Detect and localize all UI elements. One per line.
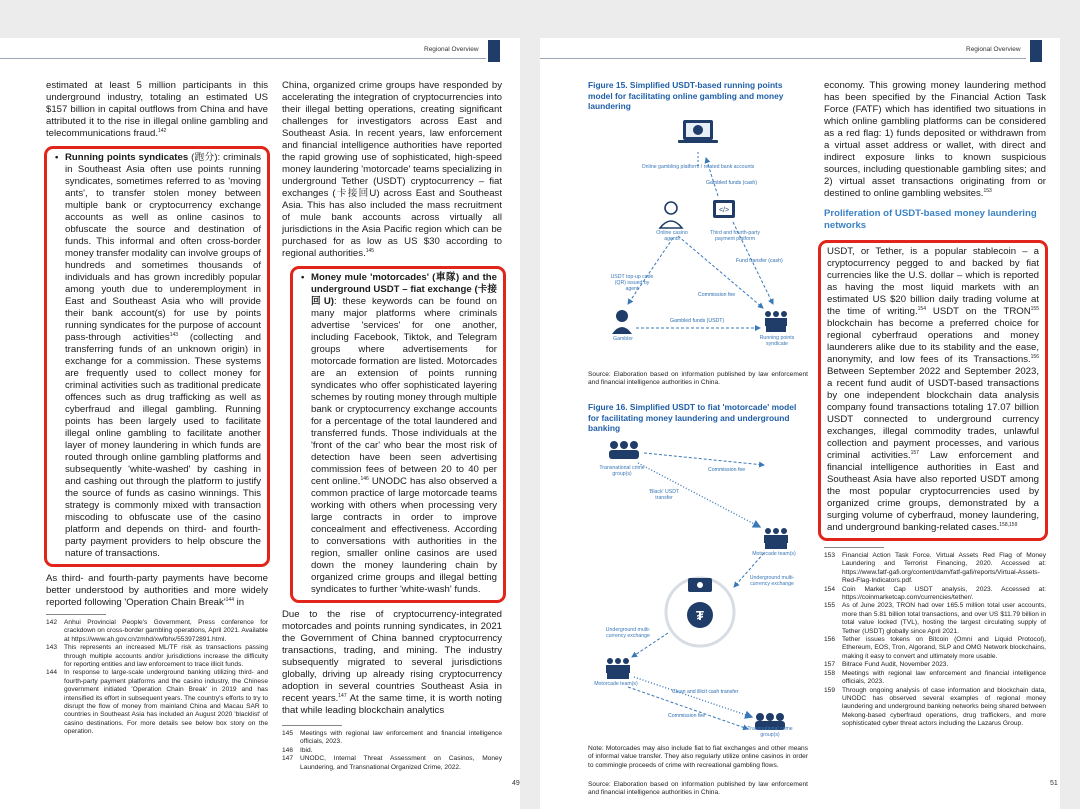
footnote-number: 159 [824, 686, 836, 694]
syndicate-icon [765, 311, 787, 332]
col2-top-paragraph: China, organized crime groups have responded by accelerating the integration of cryptocurrencies into their illegal betting operations, creating significant challenges for investigators across East and Southeast Asia. In recent years, law enforcement and financial intelligence authorities have reported the rapid growing use of sophisticated, high-speed money laundering 'motorcade' teams specializing in underground Tether (USDT) cryptocurrency – fiat exchanges (卡接回U) across East and Southeast Asia. This has also included the mass recruitment of mule bank accounts across virtually all jurisdictions in the Asia Pacific region which can be purchased for as low as US $30 according to regional authorities.$^{145}$ [282, 80, 502, 259]
right-column-2 [824, 80, 1046, 729]
footnote [824, 552, 1046, 586]
box-title: Money mule 'motorcades' (車隊) and the underground USDT – fiat exchange (卡接回U) [311, 272, 497, 307]
diagram-label: Underground multi-currency exchange [605, 627, 651, 640]
figure-16-title: Figure 16. Simplified USDT to fiat 'motorcade' model for facilitating money laundering and underground banking [588, 402, 797, 433]
after-box-paragraph: As third- and fourth-party payments have become better understood by authorities and more widely reported following 'Operation Chain $Break'^{144}$ in [46, 573, 268, 608]
footnote-number: 144 [46, 669, 58, 677]
tether-icon [666, 578, 734, 646]
footnote [824, 687, 1046, 729]
footnote [282, 730, 502, 747]
section-heading: Proliferation of USDT-based money laundering networks [824, 208, 1037, 231]
diagram-label: Transnational crime group(s) [599, 465, 645, 478]
footnote-text: In response to large-scale underground banking utilizing third- and fourth-party payment platforms and the casino industry, the Chinese government initiated 'Operation Chain Break' in 2019 and has intensified its effort in subsequent years. The country's efforts to try to disrupt the flow of money from mainland China and Macau SAR to countries in Southeast Asia has included an August 2020 'blacklist' of casino destinations. For more details see below box story on the operation. [64, 669, 268, 736]
col2-top-paragraph: economy. This growing money laundering method has been specified by the Financial Action Task Force (FATF) which has identified two situations in which online gambling platforms can be considered as a red flag: 1) funds deposited or withdrawn from a virtual asset address or wallet, with direct and indirect exposure links to known suspicious sources, including questionable gambling sites; and 2) virtual asset transactions originating from or destined to online gambling websites.$^{153}$ [824, 80, 1046, 199]
header-rule [540, 58, 1026, 59]
diagram-label: 'Black' USDT transfer [648, 489, 680, 502]
footnote-number: 155 [824, 602, 836, 610]
header-bar [488, 40, 500, 62]
footnote-number: 147 [282, 755, 294, 763]
footnote [46, 669, 268, 736]
footnote-number: 145 [282, 730, 294, 737]
figure-16-source: Source: Elaboration based on information published by law enforcement and financial intelligence authorities in China. [588, 781, 808, 797]
footnotes-col2 [282, 725, 502, 772]
motorcade-team-icon [606, 658, 630, 679]
running-points-box: • Running points syndicates (跑分): criminals in Southeast Asia often use points running syndicates, sometimes referred to as 'moving ants', to transfer stolen money between multiple bank or cryptocurrency exchange accounts as well as online casinos to obfuscate the source and destination of funds. This informal and often cross-border money transfer modality can involve groups of hundreds and sometimes thousands of individuals and has grown incredibly popular among youth due to underemployment in East and Southeast Asia who will provide their bank account(s) for use by points running syndicates for the purpose of account pass-through activities$^{143}$ (collecting and transferring funds of an unknown origin) in exchange for a commission. These systems are frequently used to collect money for criminal activities such as traditional predicate offences such as drug trafficking as well as cyberfraud and illegal gambling. Running points has been largely used to facilitate illegal online gambling to facilitate another layer of money laundering in which funds are routed through online gambling platforms and subsequently 'white-washed' by cashing in and cashing out through the platform to justify the source of funds as casino winnings. This strategy is commonly mixed with transaction miscoding to obfuscate use of the casino platform and depends on third- and fourth-party payment providers to help obscure the nature of transactions. [44, 146, 270, 567]
arrow [644, 453, 764, 465]
footnote-text: As of June 2023, TRON had over 165.5 million total user accounts, more than 5.81 billion total transactions, and over US $11.79 billion in total value locked (TVL), hosting the largest circulating supply of Tether (USDT) globally since April 2021. [842, 602, 1046, 635]
left-page [0, 38, 520, 809]
figure-15-diagram [588, 108, 808, 368]
box-title: Running points syndicates [65, 152, 189, 163]
page-header-title: Regional Overview [966, 46, 1021, 53]
gambler-icon [612, 310, 632, 334]
diagram-label: Motorcade team(s) [594, 681, 638, 687]
diagram-label: Commission fee [668, 713, 706, 719]
diagram-label: Commission fee [698, 292, 736, 298]
right-page [540, 38, 1060, 809]
diagram-label: Gambled funds (USDT) [670, 318, 725, 324]
laptop-icon [678, 120, 718, 143]
footnote-text: Meetings with regional law enforcement and financial intelligence officials, 2023. [842, 669, 1046, 686]
footnote [824, 661, 1046, 669]
col2-after-paragraph: Due to the rise of cryptocurrency-integrated motorcades and points running syndicates, in 2021 the Government of China banned cryptocurrency transactions, trading, and mining. The industry subsequently migrated to several jurisdictions globally, driving up already rising cryptocurrency adoption in several countries Southeast Asia in recent years.$^{147}$ At the same time, it is worth noting that while leading blockchain analytics [282, 609, 502, 716]
footnote-number: 157 [824, 661, 836, 669]
arrow [634, 677, 752, 717]
figure-15-svg [588, 108, 808, 368]
diagram-label: Underground multi-currency exchange [749, 575, 795, 588]
page-header-title: Regional Overview [424, 46, 479, 53]
diagram-label: Motorcade team(s) [752, 551, 796, 557]
footnote-text: Financial Action Task Force. Virtual Assets Red Flag of Money Laundering and Terrorist Financing, 2020. Accessed at: https://www.fatf-gafi.org/content/dam/fatf-gafi/reports/Virtual-Assets-Red-Flag-Indicators.pdf. [842, 552, 1046, 585]
usdt-box: USDT, or Tether, is a popular stablecoin – a cryptocurrency pegged to and backed by fiat currencies like the U.S. dollar – which is reported as having the most liquid markets with an estimated US $20 billion daily trading volume at the time of writing.$^{154}$ USDT on the TRON$^{155}$ blockchain has become a preferred choice for regional cyberfraud operations and money launderers alike due to its stability and the ease, anonymity, and low fees of its Transactions.$^{156}$ Between September 2022 and September 2023, a recent fund audit of USDT-based transactions by one independent blockchain data analysis company found transactions totaling 17.07 billion USDT connected to underground currency exchanges, illegal commodity trades, unlawful collection and payment processes, and various criminal activities.$^{157}$ Law enforcement and financial intelligence authorities in East and Southeast Asia have also reported USDT among the most popular cryptocurrencies used by organized crime groups, demonstrated by a surging volume of cyberfraud, money laundering, and underground banking-related cases.$^{158,159}$ [818, 240, 1048, 541]
footnote-text: Coin Market Cap USDT analysis, 2023. Accessed at: https://coinmarketcap.com/currencies/tether/. [842, 585, 1046, 602]
footnote [282, 747, 502, 755]
footnotes-right [824, 547, 1046, 729]
agent-icon [660, 202, 682, 228]
page-number: 51 [1050, 780, 1058, 787]
footnote [824, 586, 1046, 603]
footnote [824, 602, 1046, 636]
diagram-label: Running points syndicate [759, 335, 795, 348]
footnote-number: 156 [824, 636, 836, 644]
footnote [282, 755, 502, 772]
right-column-1 [588, 80, 808, 797]
diagram-label: Clean and illicit cash transfer [672, 689, 739, 695]
footnote-text: Ibid. [300, 746, 313, 754]
footnote-text: Through ongoing analysis of case information and blockchain data, UNODC has observed several examples of regional money laundering and underground banking networks being shared between Mekong-based cyberfraud operations, drug traffickers, and more sophisticated cyber threat actors including the Lazarus Group. [842, 686, 1046, 728]
arrow [628, 238, 673, 304]
diagram-label: Gambled funds (cash) [706, 180, 758, 186]
footnote [46, 644, 268, 669]
footnote-text: Anhui Provincial People's Government, Press conference for crackdown on cross-border gambling operations, April 2021. Available at https://www.ah.gov.cn/zmhd/xwfbhx/553972891.html. [64, 619, 268, 643]
footnote-number: 154 [824, 585, 836, 593]
footnote-text: This represents an increased ML/TF risk as transactions passing through multiple accounts and/or jurisdictions increase the difficulty for reporting entities and law enforcement to trace illicit funds. [64, 644, 268, 669]
footnote-number: 158 [824, 669, 836, 677]
footnote-number: 153 [824, 552, 836, 559]
diagram-label: Fund transfer (cash) [736, 258, 783, 264]
footnote-text: Tether issues tokens on Bitcoin (Omni and Liquid Protocol), Ethereum, EOS, Tron, Algorand, SLP and OMG Network blockchains, making it easy to convert and ultimately more usable. [842, 636, 1046, 660]
left-column-2 [282, 80, 502, 772]
figure-15-source: Source: Elaboration based on information published by law enforcement and financial intelligence authorities in China. [588, 371, 808, 387]
motorcade-team-icon [764, 528, 788, 549]
left-column-1 [46, 80, 268, 737]
figure-16-diagram [588, 437, 808, 737]
diagram-label: Online gambling platform / related bank accounts [641, 164, 755, 170]
payment-platform-icon [713, 200, 735, 218]
footnote-number: 142 [46, 619, 58, 626]
header-bar [1030, 40, 1042, 62]
footnote [824, 670, 1046, 687]
crime-group-icon [609, 441, 639, 459]
figure-16-note: Note: Motorcades may also include fiat to fiat exchanges and other means of informal value transfer. They also regularly utilize online casinos in order to commingle proceeds of crime with recreational gambling flows. [588, 745, 808, 769]
footnote-text: Bitrace Fund Audit, November 2023. [842, 661, 949, 669]
header-rule [0, 58, 486, 59]
diagram-label: Commission fee [708, 467, 746, 473]
diagram-label: Online casino agents [656, 230, 688, 243]
intro-paragraph: estimated at least 5 million participants in this underground industry, totaling an estimated US $157 billion in capital outflows from China and have attributed it to the rise in illegal online gambling and telecommunications fraud.$^{142}$ [46, 80, 268, 139]
footnotes-col1 [46, 614, 268, 737]
footnote-text: UNODC, Internal Threat Assessment on Casinos, Money Laundering, and Transnational Organized Crime, 2022. [300, 755, 502, 771]
footnote-text: Meetings with regional law enforcement and financial intelligence officials, 2023. [300, 730, 502, 746]
footnote [46, 619, 268, 644]
footnote-number: 146 [282, 746, 294, 754]
diagram-label: Third and fourth-party payment platform [710, 230, 760, 243]
diagram-label: Gambler [613, 336, 633, 342]
motorcade-box: • Money mule 'motorcades' (車隊) and the underground USDT – fiat exchange (卡接回U): these keywords can be found on many major platforms where criminals advertise 'services' for one another, including Facebook, Tiktok, and Telegram groups where advertisements for motorcade formation are listed. Motorcades are an extension of points running syndicates who offer sophisticated layering schemes by routing money through multiple bank or cryptocurrency exchange accounts for a percentage of the total laundered and transferred funds. Those individuals at the 'front of the car' who bear the most risk of detection have been seen advertising commission fees of between 20 to 40 per cent online.$^{146}$ UNODC has also observed a common practice of large motorcade teams working with others when processing very large contracts in order to improve concealment and effectiveness. According to conversations with authorities in the region, smaller online casinos are used down the money laundering chain by organized crime groups and illegal betting syndicates to further 'white-wash' funds. [290, 266, 506, 603]
diagram-label: Transnational crime group(s) [747, 726, 793, 739]
svg-text:₮: ₮ [696, 608, 704, 623]
svg-text:</>: </> [718, 207, 730, 214]
page-number: 49 [512, 780, 520, 787]
diagram-label: USDT top-up code (QR) issued by agent [610, 274, 654, 293]
footnote-number: 143 [46, 644, 58, 652]
figure-15-title: Figure 15. Simplified USDT-based running points model for facilitating online gambling and money laundering [588, 80, 784, 111]
footnote [824, 636, 1046, 661]
